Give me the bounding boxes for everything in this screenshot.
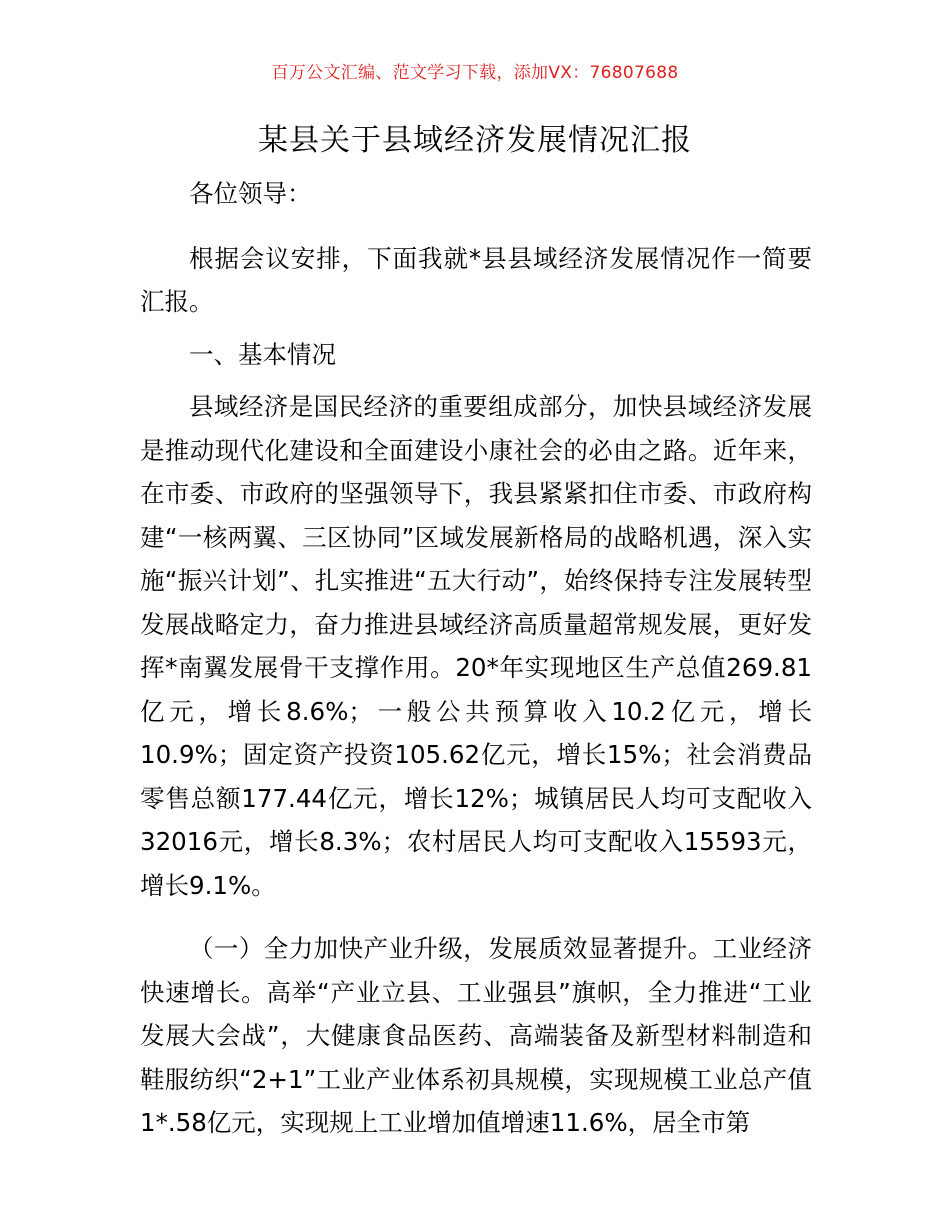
section-heading: 一、基本情况 [189,339,336,369]
intro-paragraph: 根据会议安排，下面我就*县县域经济发展情况作一简要汇报。 [140,243,812,316]
watermark-header: 百万公文汇编、范文学习下载，添加VX：76807688 [271,63,679,83]
body-paragraph: （一）全力加快产业升级，发展质效显著提升。工业经济快速增长。高举“产业立县、工业强县”旗帜，全力推进“工业发展大会战”，大健康食品医药、高端装备及新型材料制造和鞋服纺织“2+1”工业产业体系初具规模，实现规模工业总产值1*.58亿元，实现规上工业增加值增速11.6%，居全市第 [140,934,812,1137]
document-title: 某县关于县域经济发展情况汇报 [258,123,692,158]
salutation: 各位领导： [189,179,312,208]
body-paragraph: 县域经济是国民经济的重要组成部分，加快县域经济发展是推动现代化建设和全面建设小康社会的必由之路。近年来，在市委、市政府的坚强领导下，我县紧紧扣住市委、市政府构建“一核两翼、三区协同”区域发展新格局的战略机遇，深入实施“振兴计划”、扎实推进“五大行动”，始终保持专注发展转型发展战略定力，奋力推进县域经济高质量超常规发展，更好发挥*南翼发展骨干支撑作用。20*年实现地区生产总值269.81亿元，增长8.6%；一般公共预算收入10.2亿元，增长10.9%；固定资产投资105.62亿元，增长15%；社会消费品零售总额177.44亿元，增长12%；城镇居民人均可支配收入32016元，增长8.3%；农村居民人均可支配收入15593元，增长9.1%。 [140,392,812,900]
document-body [140,172,812,1154]
